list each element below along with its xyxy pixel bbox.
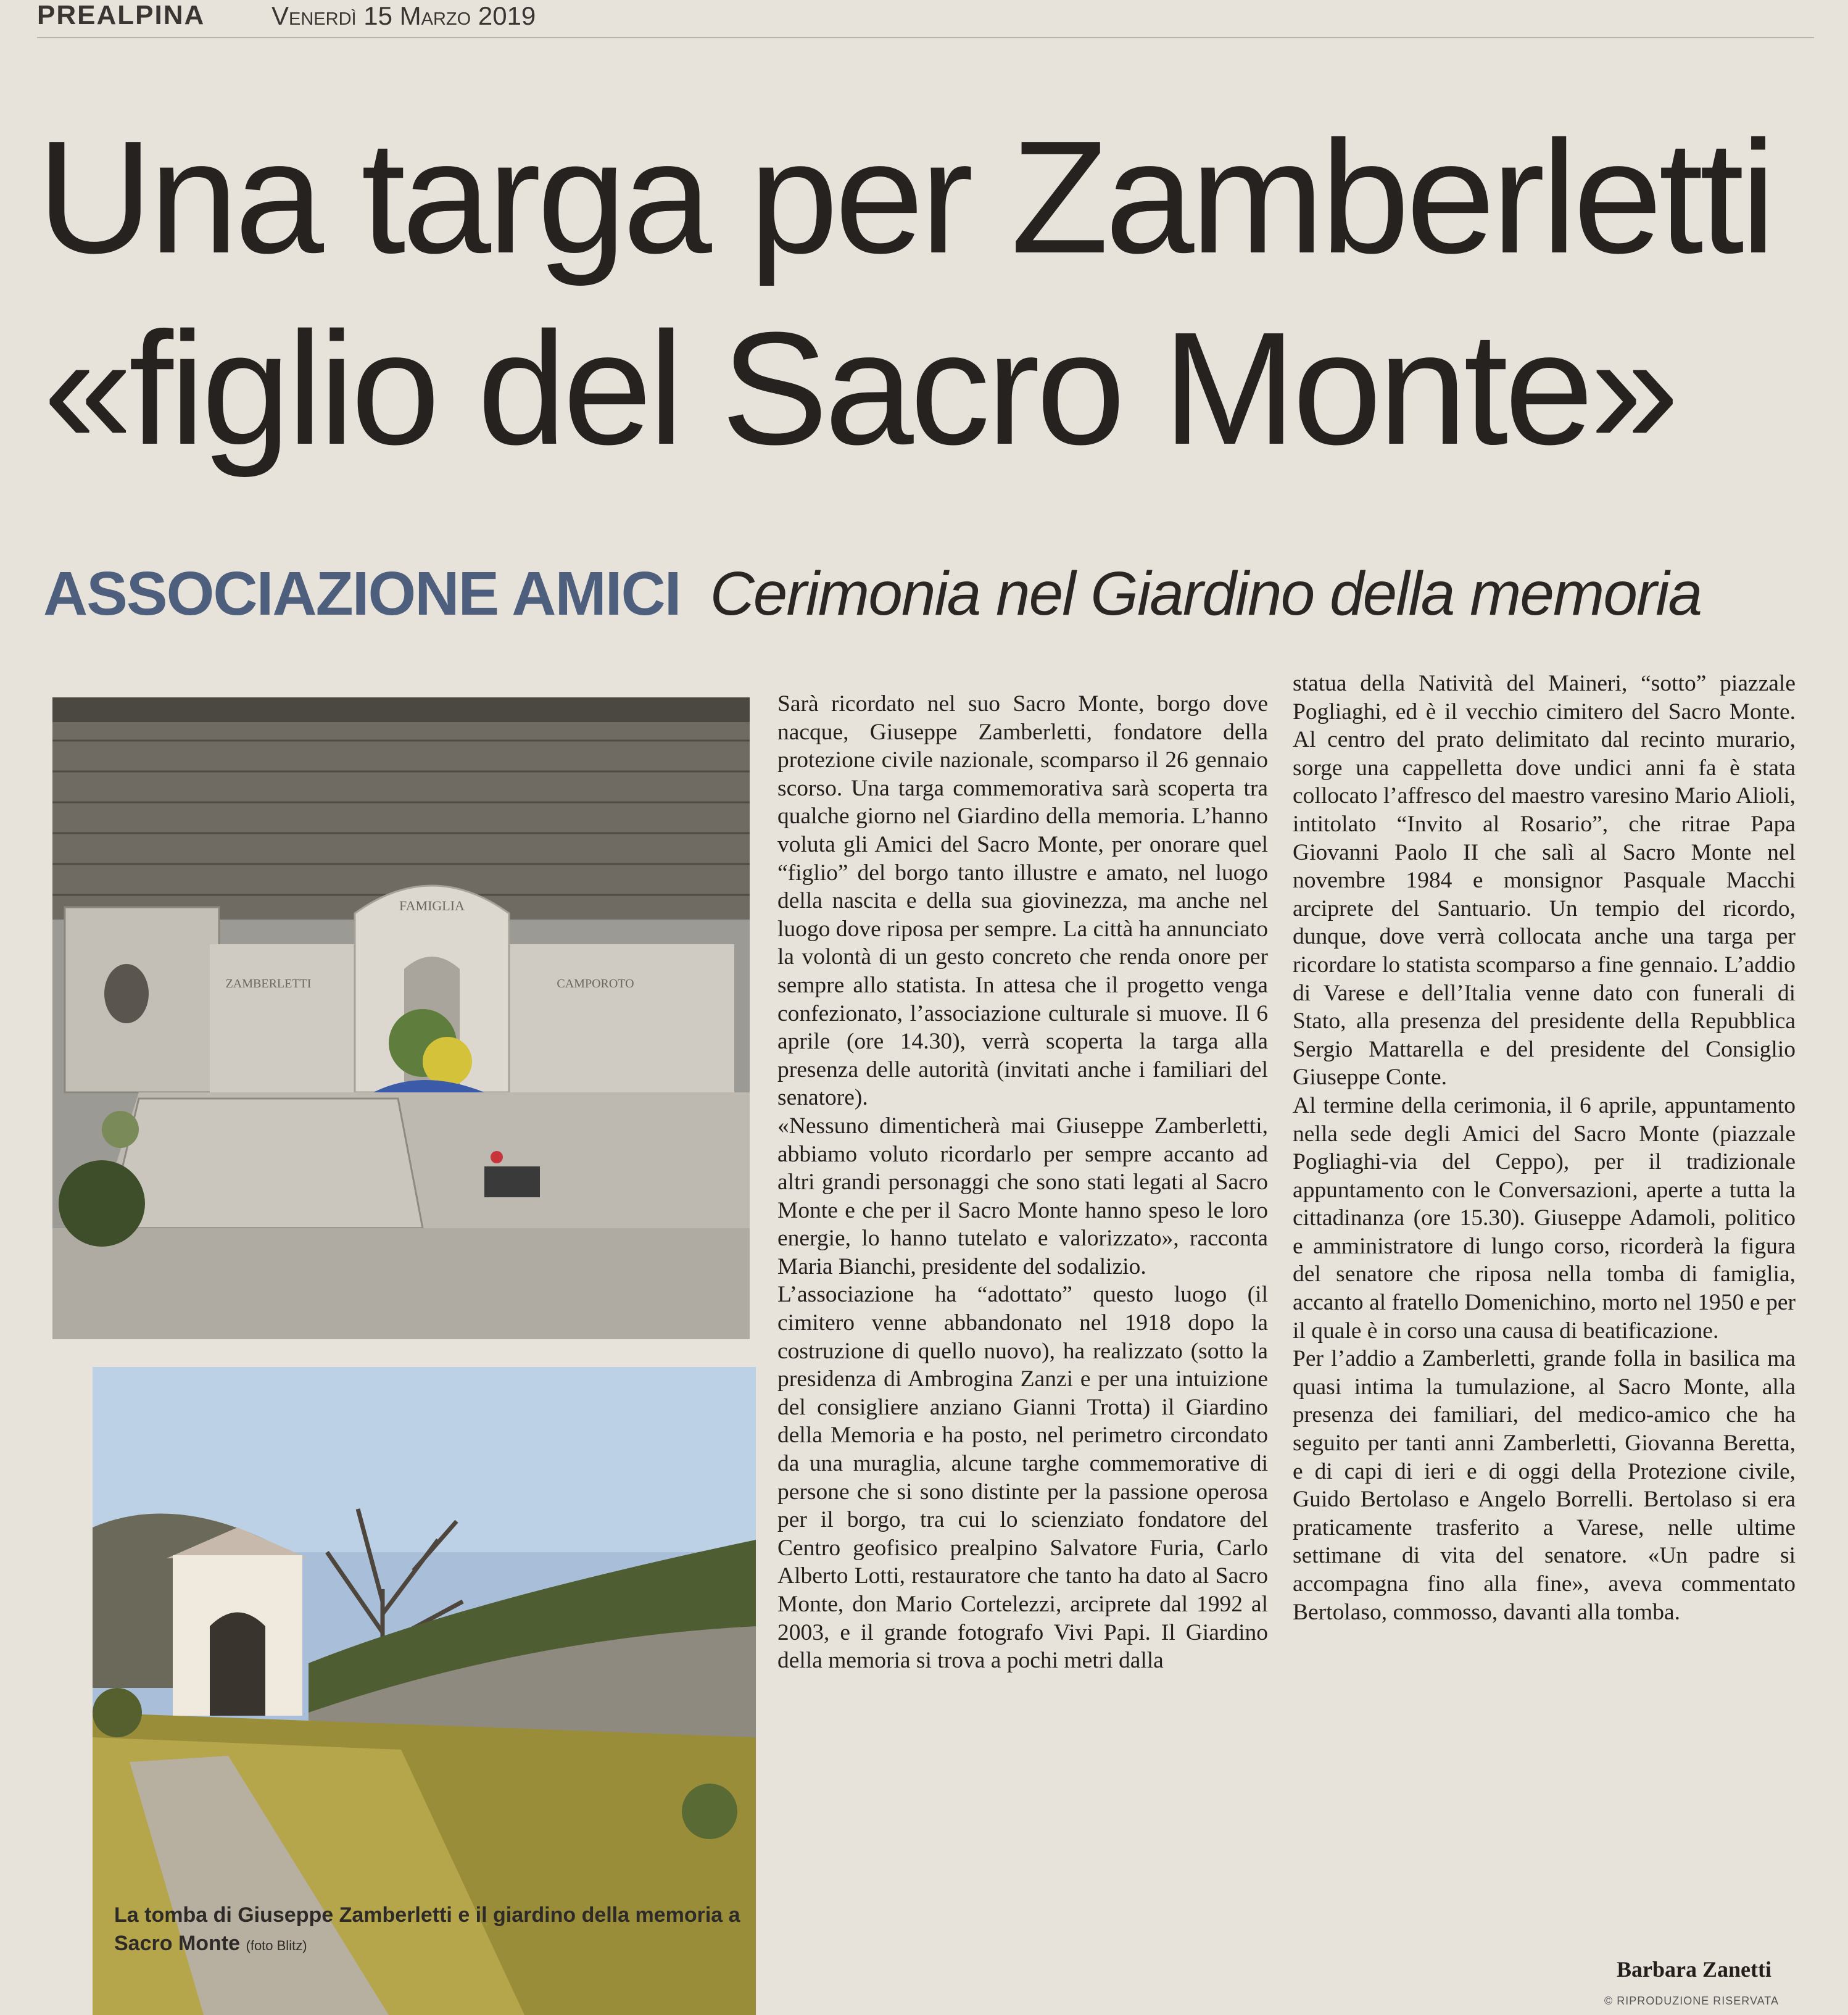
paragraph: L’associazione ha “adottato” questo luogo (il cimitero venne abbandonato nel 1918 dopo la costruzione di quello nuovo), ha realizzato (sotto la presidenza di Ambrogina Zanzi e per una intuizione del consigliere anziano Gianni Trotta) il Giardino della Memoria e ha posto, nel perimetro circondato da una muraglia, alcune targhe commemorative di persone che si sono distinte per la passione operosa per il borgo, tra cui lo scienziato fondatore del Centro geofisico prealpino Salvatore Furia, Carlo Alberto Lotti, restauratore che tanto ha dato al Sacro Monte, don Mario Cortelezzi, arciprete dal 1992 al 2003, e il grande fotografo Vivi Papi. Il Giardino della memoria si trova a pochi metri dalla [777,1282,1268,1674]
article-column-2 [1293,670,1796,1626]
tomb-family-label: FAMIGLIA [399,898,465,913]
rights-notice: © RIPRODUZIONE RISERVATA [1604,1995,1779,2007]
paragraph: Al termine della cerimonia, il 6 aprile, appuntamento nella sede degli Amici del Sacro Monte (piazzale Pogliaghi-via del Ceppo), per il tradizionale appuntamento con le Conversazioni, aperte a tutta la cittadinanza (ore 15.30). Giuseppe Adamoli, politico e amministratore di lungo corso, ricorderà la figura del senatore che riposa nella tomba di famiglia, accanto al fratello Domenichino, morto nel 1950 e per il quale è in corso una causa di beatificazione. [1293,1092,1796,1344]
paragraph: Per l’addio a Zamberletti, grande folla in basilica ma quasi intima la tumulazione, al Sacro Monte, alla presenza dei familiari, del medico-amico che ha seguito per tanti anni Zamberletti, Giovanna Beretta, e di capi di ieri e di oggi della Protezione civile, Guido Bertolaso e Angelo Borrelli. Bertolaso si era praticamente trasferito a Varese, nelle ultime settimane di vita del senatore. «Un padre si accompagna fino alla fine», aveva commentato Bertolaso, commosso, davanti alla tomba. [1293,1346,1796,1625]
issue-date: Venerdì 15 Marzo 2019 [271,1,536,30]
paragraph: «Nessuno dimenticherà mai Giuseppe Zamberletti, abbiamo voluto ricordarlo per sempre accanto ad altri grandi personaggi che sono stati legati al Sacro Monte e che per il Sacro Monte hanno speso le loro energie, lo hanno tutelato e valorizzato», racconta Maria Bianchi, presidente del sodalizio. [777,1113,1268,1279]
kicker: ASSOCIAZIONE AMICI [43,559,681,628]
subhead: Cerimonia nel Giardino della memoria [710,559,1702,628]
paragraph: Sarà ricordato nel suo Sacro Monte, borgo dove nacque, Giuseppe Zamberletti, fondatore della protezione civile nazionale, scomparso il 26 gennaio scorso. Una targa commemorativa sarà scoperta tra qualche giorno nel Giardino della memoria. L’hanno voluta gli Amici del Sacro Monte, per onorare quel “figlio” del borgo tanto illustre e amato, nel luogo della nascita e della sua giovinezza, ma anche nel luogo dove riposa per sempre. La città ha annunciato la volontà di un gesto concreto che renda onore per sempre allo statista. In attesa che il progetto venga confezionato, l’associazione culturale si muove. Il 6 aprile (ore 14.30), verrà scoperta la targa alla presenza delle autorità (invitati anche i familiari del senatore). [777,691,1268,1111]
caption-text: La tomba di Giuseppe Zamberletti e il giardino della memoria a Sacro Monte [114,1903,740,1955]
photo-caption [114,1901,768,1960]
headline-line-2: «figlio del Sacro Monte» [43,299,1676,478]
article-column-1 [777,690,1268,1675]
headline-line-1: Una targa per Zamberletti [37,108,1773,287]
tomb-name-left: ZAMBERLETTI [225,977,312,991]
photo-credit: (foto Blitz) [246,1938,307,1953]
author-byline: Barbara Zanetti [1617,1957,1771,1982]
newspaper-name: PREALPINA [37,0,205,30]
tomb-name-right: CAMPOROTO [557,977,634,991]
kicker-row [43,559,1808,639]
masthead [37,0,1814,38]
photo-tomb [52,697,750,1339]
paragraph: statua della Natività del Maineri, “sotto” piazzale Pogliaghi, ed è il vecchio cimitero del Sacro Monte. Al centro del prato delimitato dal recinto murario, sorge una cappelletta dove undici anni fa è stata collocato l’affresco del maestro varesino Mario Alioli, intitolato “Invito al Rosario”, che ritrae Papa Giovanni Paolo II che salì al Sacro Monte nel novembre 1984 e monsignor Pasquale Macchi arciprete del Santuario. Un tempio del ricordo, dunque, dove verrà collocata anche una targa per ricordare lo statista scomparso a fine gennaio. L’addio di Varese e dell’Italia venne dato con funerali di Stato, alla presenza del presidente della Repubblica Sergio Mattarella e del presidente del Consiglio Giuseppe Conte. [1293,671,1796,1091]
